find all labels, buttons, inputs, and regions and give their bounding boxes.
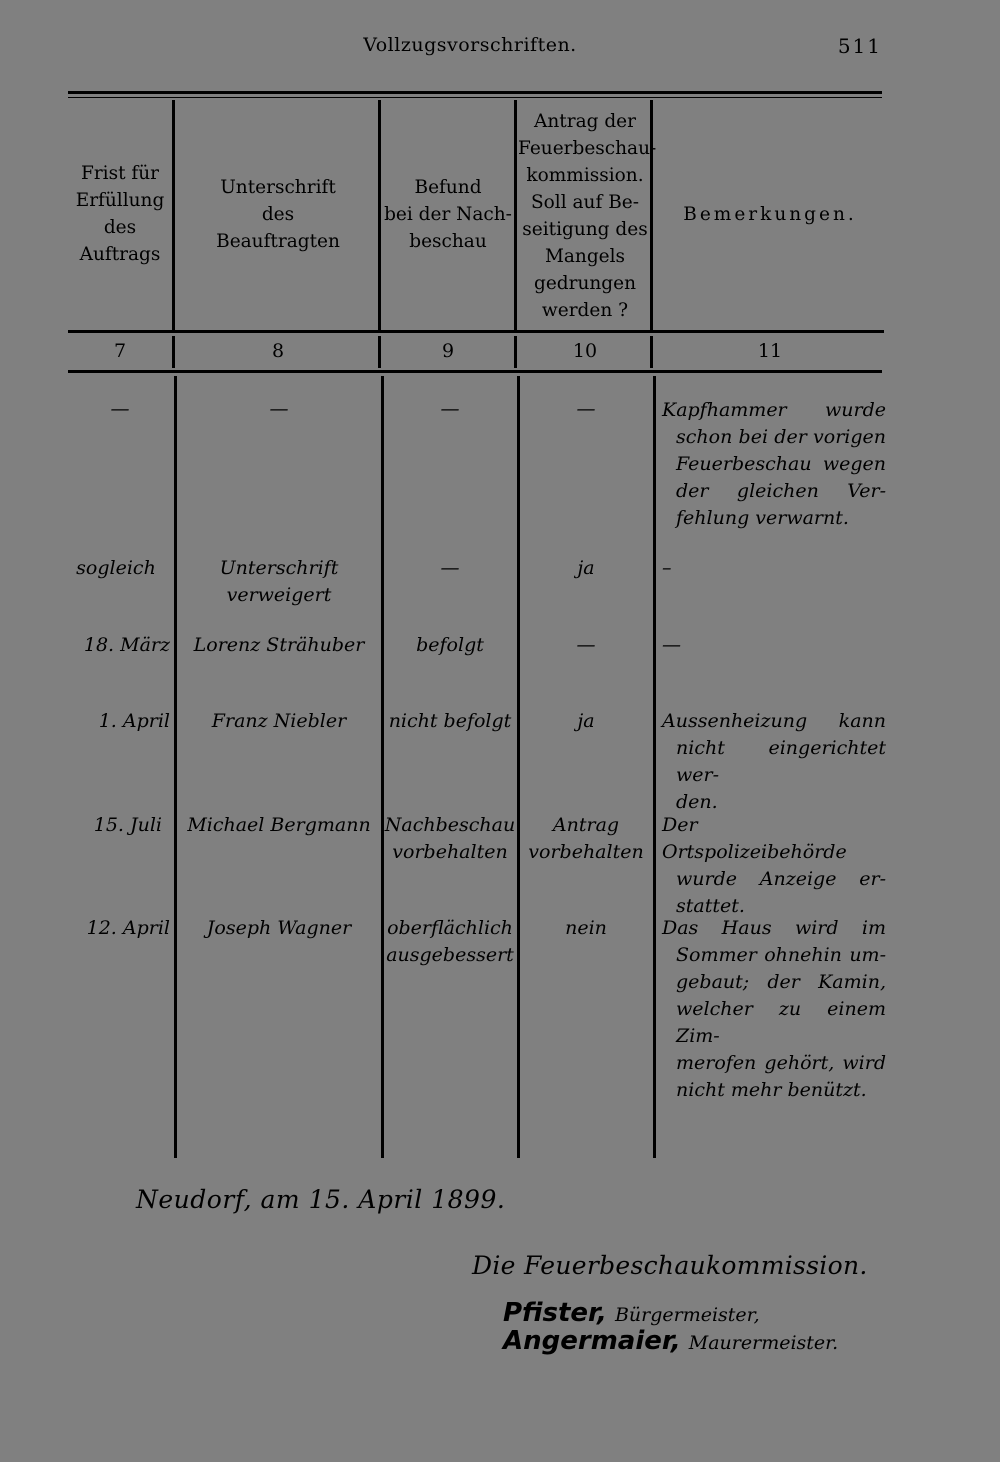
signature-name: Pfister, (503, 1298, 607, 1328)
column-number: 10 (572, 340, 598, 362)
column-divider-3-body (517, 376, 520, 1158)
column-number-rule (68, 370, 882, 373)
header-bemerkungen: Bemerkungen. (683, 204, 857, 225)
table-cell-antrag: Antrag vorbehalten (528, 814, 644, 863)
header-antrag: Antrag der Feuerbeschau- kommission. Soll auf Be- seitigung des Mangels gedrungen werden ? (518, 111, 657, 321)
column-divider-2-body (381, 376, 384, 1158)
table-cell-unterschrift: — (269, 398, 289, 420)
commission-name: Die Feuerbeschaukommission. (472, 1251, 868, 1280)
column-divider-2-num (378, 336, 381, 368)
table-cell-antrag: ja (577, 557, 595, 579)
column-number: 8 (271, 340, 285, 362)
signature-name: Angermaier, (503, 1326, 681, 1356)
signature-line (503, 1298, 760, 1328)
table-cell-unterschrift: Michael Bergmann (187, 814, 371, 836)
signature-title: Maurermeister. (688, 1332, 839, 1354)
table-cell-frist: — (110, 398, 130, 420)
table-cell-bemerkungen: Kapfhammer wurde schon bei der vorigen Feuerbeschau wegen der gleichen Ver- fehlung verwarnt. (662, 399, 886, 529)
column-divider-1-num (172, 336, 175, 368)
table-cell-unterschrift: Lorenz Strähuber (193, 634, 365, 656)
column-number: 7 (113, 340, 127, 362)
table-cell-antrag: nein (565, 917, 607, 939)
table-top-rule-thin (68, 97, 882, 98)
signature-title: Bürgermeister, (614, 1304, 760, 1326)
header-frist: Frist für Erfüllung des Auftrags (75, 163, 165, 265)
table-cell-antrag: — (576, 634, 596, 656)
table-cell-bemerkungen: — (662, 634, 681, 656)
table-cell-befund: Nachbeschau vorbehalten (384, 814, 516, 863)
table-cell-bemerkungen: Das Haus wird im Sommer ohnehin um- gebaut; der Kamin, welcher zu einem Zim- merofen gehört, wird nicht mehr benützt. (662, 917, 886, 1101)
table-cell-befund: — (440, 398, 460, 420)
place-date: Neudorf, am 15. April 1899. (136, 1185, 506, 1214)
table-cell-unterschrift: Joseph Wagner (206, 917, 352, 939)
table-cell-frist: 1. April (98, 710, 170, 732)
table-cell-frist: 15. Juli (93, 814, 162, 836)
column-divider-3-num (514, 336, 517, 368)
column-number: 11 (757, 340, 783, 362)
page-number: 511 (837, 34, 882, 58)
table-cell-befund: — (440, 557, 460, 579)
signature-line (503, 1326, 838, 1356)
table-top-rule (68, 91, 882, 94)
table-cell-frist: sogleich (76, 557, 156, 579)
table-cell-befund: befolgt (416, 634, 484, 656)
table-cell-bemerkungen: Aussenheizung kann nicht eingerichtet wer- den. (662, 710, 886, 813)
table-cell-frist: 18. März (83, 634, 170, 656)
column-divider-1-body (174, 376, 177, 1158)
header-unterschrift: Unterschrift des Beauftragten (216, 177, 340, 252)
table-cell-befund: oberflächlich ausgebessert (386, 917, 514, 966)
table-cell-unterschrift: Franz Niebler (211, 710, 347, 732)
running-head: Vollzugsvorschriften. (363, 34, 577, 56)
table-cell-befund: nicht befolgt (388, 710, 512, 732)
column-divider-3 (514, 100, 517, 330)
column-divider-1 (172, 100, 175, 330)
table-cell-antrag: ja (577, 710, 595, 732)
header-bottom-rule (68, 330, 884, 333)
column-number: 9 (441, 340, 455, 362)
table-cell-unterschrift: Unterschrift verweigert (219, 557, 339, 606)
table-cell-frist: 12. April (86, 917, 170, 939)
table-cell-bemerkungen: Der Ortspolizeibehörde wurde Anzeige er- stattet. (662, 814, 886, 917)
table-cell-antrag: — (576, 398, 596, 420)
table-cell-bemerkungen: – (662, 557, 672, 579)
header-befund: Befund bei der Nach- beschau (384, 177, 512, 252)
column-divider-2 (378, 100, 381, 330)
column-divider-4-body (653, 376, 656, 1158)
